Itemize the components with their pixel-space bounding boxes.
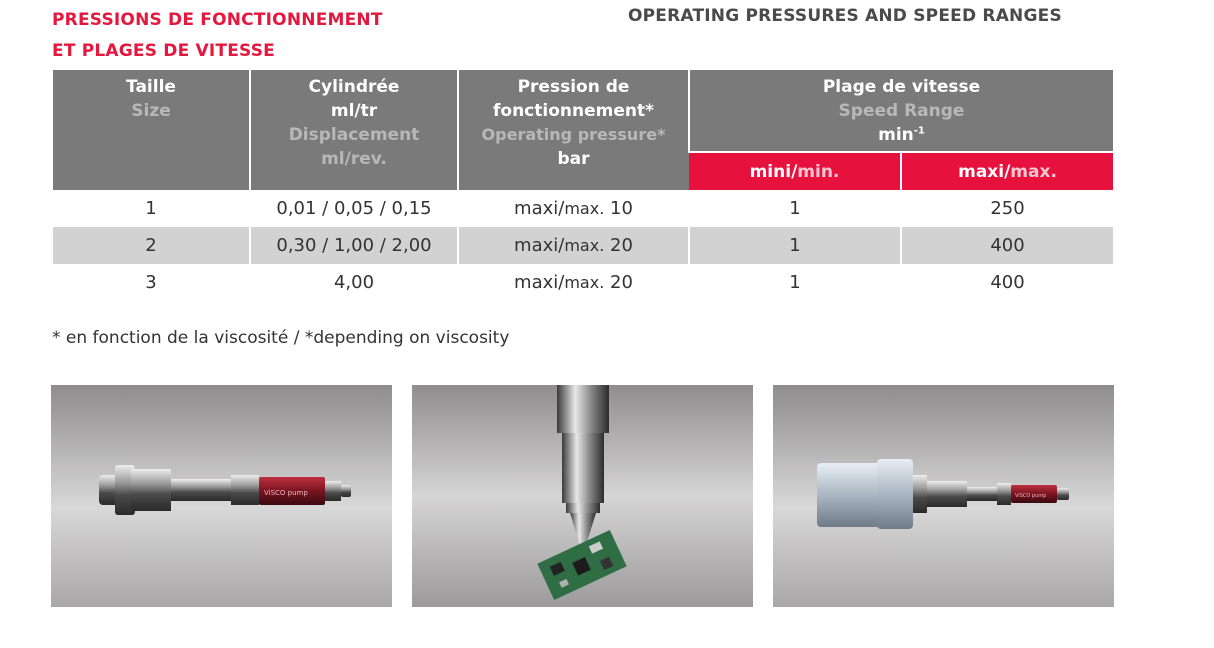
pump-photo xyxy=(51,385,392,607)
cell-press-en: max. xyxy=(564,273,605,292)
footnote: * en fonction de la viscosité / *depending on viscosity xyxy=(52,328,510,348)
cell-speed-min: 1 xyxy=(689,190,901,227)
header-disp-fr-unit: ml/tr xyxy=(330,101,378,121)
header-size xyxy=(53,70,250,190)
cell-press-val: 20 xyxy=(610,272,633,293)
header-maxi-en: max. xyxy=(1010,162,1057,182)
cell-press-val: 20 xyxy=(610,235,633,256)
header-size-fr: Taille xyxy=(126,77,176,97)
cell-displacement: 4,00 xyxy=(250,264,458,301)
header-disp-fr: Cylindrée xyxy=(308,77,400,97)
pump-motor-photo xyxy=(773,385,1114,607)
cell-press-val: 10 xyxy=(610,198,633,219)
cell-pressure xyxy=(458,190,689,227)
pump-label-text: ViSCO pump xyxy=(264,489,308,497)
pressure-speed-table xyxy=(53,70,1113,301)
cell-size: 3 xyxy=(145,272,157,293)
cell-speed-min: 1 xyxy=(689,264,901,301)
cell-speed-max: 250 xyxy=(901,190,1113,227)
title-french-line2: ET PLAGES DE VITESSE xyxy=(52,41,275,61)
cell-press-fr: maxi/ xyxy=(514,272,565,293)
cell-size: 1 xyxy=(145,198,157,219)
cell-press-en: max. xyxy=(564,199,605,218)
table-row xyxy=(53,227,1113,264)
dispensing-photo xyxy=(412,385,753,607)
header-speed-en: Speed Range xyxy=(838,101,965,121)
pump-motor-label-text: ViSCO pump xyxy=(1015,493,1047,499)
title-french xyxy=(52,5,383,67)
header-mini-en: min. xyxy=(797,162,840,182)
header-speed-unit xyxy=(694,123,1109,147)
header-disp-en-unit: ml/rev. xyxy=(321,149,387,169)
header-size-en: Size xyxy=(131,101,171,121)
cell-displacement: 0,30 / 1,00 / 2,00 xyxy=(250,227,458,264)
cell-pressure xyxy=(458,227,689,264)
header-mini-fr: mini/ xyxy=(749,162,798,182)
table-row xyxy=(53,264,1113,301)
cell-press-en: max. xyxy=(564,236,605,255)
cell-speed-min: 1 xyxy=(689,227,901,264)
header-displacement xyxy=(250,70,458,190)
header-speed-fr: Plage de vitesse xyxy=(822,77,981,97)
header-maxi xyxy=(901,152,1113,190)
cell-press-fr: maxi/ xyxy=(514,235,565,256)
table-row xyxy=(53,190,1113,227)
cell-size: 2 xyxy=(53,227,250,264)
title-english: OPERATING PRESSURES AND SPEED RANGES xyxy=(628,6,1062,26)
title-french-line1: PRESSIONS DE FONCTIONNEMENT xyxy=(52,10,383,30)
header-press-en: Operating pressure* xyxy=(481,125,666,144)
cell-press-fr: maxi/ xyxy=(514,198,565,219)
header-press-fr1: Pression de xyxy=(517,77,630,97)
header-speed-unit-exp: -1 xyxy=(913,125,925,137)
header-speed-unit-base: min xyxy=(878,125,914,145)
cell-displacement: 0,01 / 0,05 / 0,15 xyxy=(250,190,458,227)
header-disp-en: Displacement xyxy=(288,125,420,145)
cell-pressure xyxy=(458,264,689,301)
header-speed-range xyxy=(689,70,1113,152)
header-press-fr2: fonctionnement* xyxy=(493,101,654,121)
cell-speed-max: 400 xyxy=(901,264,1113,301)
cell-speed-max: 400 xyxy=(901,227,1113,264)
header-press-unit: bar xyxy=(557,149,590,169)
header-mini xyxy=(689,152,901,190)
header-maxi-fr: maxi/ xyxy=(958,162,1011,182)
header-pressure xyxy=(458,70,689,190)
